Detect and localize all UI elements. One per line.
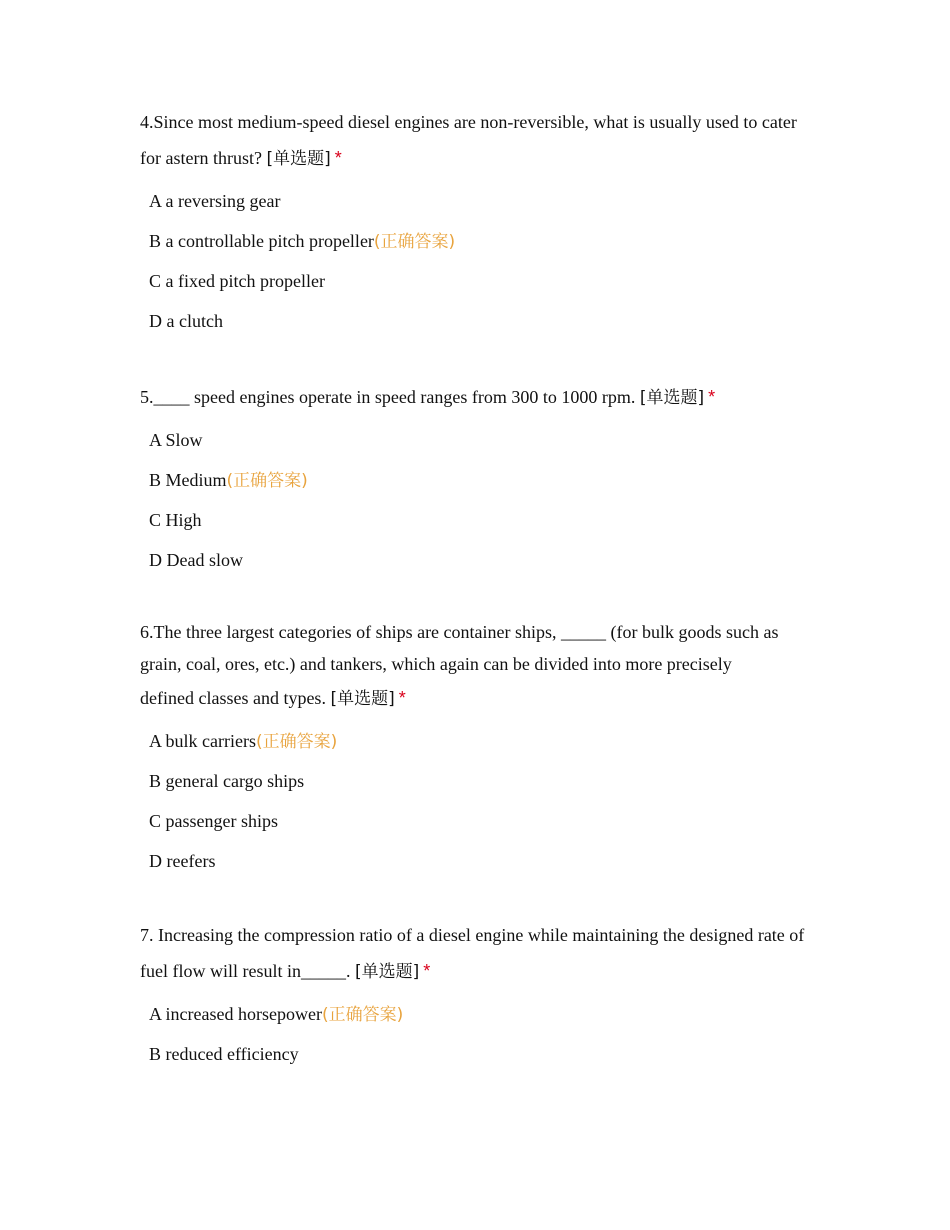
question-title [140,917,812,990]
required-marker: * [708,387,716,407]
question-text: 6.The three largest categories of ships are container ships, _____ (for bulk goods such as grain, coal, ores, etc.) and tankers, which again can be divided into more precisely [140,622,779,674]
question-type-label: [单选题] [354,962,420,982]
option-text: C passenger ships [149,811,278,831]
question-title [140,104,812,177]
option-text: A Slow [149,430,203,450]
option-text: B general cargo ships [149,771,305,791]
option-text: C a fixed pitch propeller [149,271,325,291]
option-b [149,460,812,500]
correct-answer-tag: (正确答案) [255,732,338,752]
question-7 [140,917,812,1074]
document-page [140,104,812,1074]
option-text: A bulk carriers [149,731,256,751]
option-text: B Medium [149,470,227,490]
question-title [140,379,812,416]
option-text: A a reversing gear [149,191,281,211]
question-text: 4.Since most medium-speed diesel engines are non-reversible, what is usually used to cater for astern thrust? [140,112,797,168]
question-type-label: [单选题] [266,149,331,169]
options-list [149,994,812,1074]
option-b [149,221,812,261]
question-text: 5.____ speed engines operate in speed ranges from 300 to 1000 rpm. [140,387,636,407]
option-a [149,420,812,460]
question-text: 7. Increasing the compression ratio of a diesel engine while maintaining the designed rate of fuel flow will result in_____. [140,925,805,981]
required-marker: * [398,688,406,708]
option-d [149,301,812,341]
option-text: B a controllable pitch propeller [149,231,374,251]
correct-answer-tag: (正确答案) [321,1005,404,1025]
question-text-continued: defined classes and types. [140,688,326,708]
required-marker: * [423,961,431,981]
option-text: D Dead slow [149,550,243,570]
option-d [149,540,812,580]
question-type-label: [单选题] [330,689,395,709]
required-marker: * [334,148,342,168]
question-4 [140,104,812,341]
option-text: D reefers [149,851,216,871]
option-a [149,721,812,761]
correct-answer-tag: (正确答案) [373,232,456,252]
option-a [149,181,812,221]
option-d [149,841,812,881]
option-text: B reduced efficiency [149,1044,299,1064]
option-text: C High [149,510,202,530]
question-type-label: [单选题] [639,388,705,408]
question-5 [140,379,812,580]
options-list [149,181,812,341]
option-text: A increased horsepower [149,1004,322,1024]
option-a [149,994,812,1034]
option-b [149,761,812,801]
question-6 [140,616,812,881]
option-text: D a clutch [149,311,223,331]
options-list [149,721,812,881]
question-title [140,616,812,717]
option-c [149,261,812,301]
option-c [149,500,812,540]
correct-answer-tag: (正确答案) [226,471,308,491]
options-list [149,420,812,580]
option-c [149,801,812,841]
option-b [149,1034,812,1074]
